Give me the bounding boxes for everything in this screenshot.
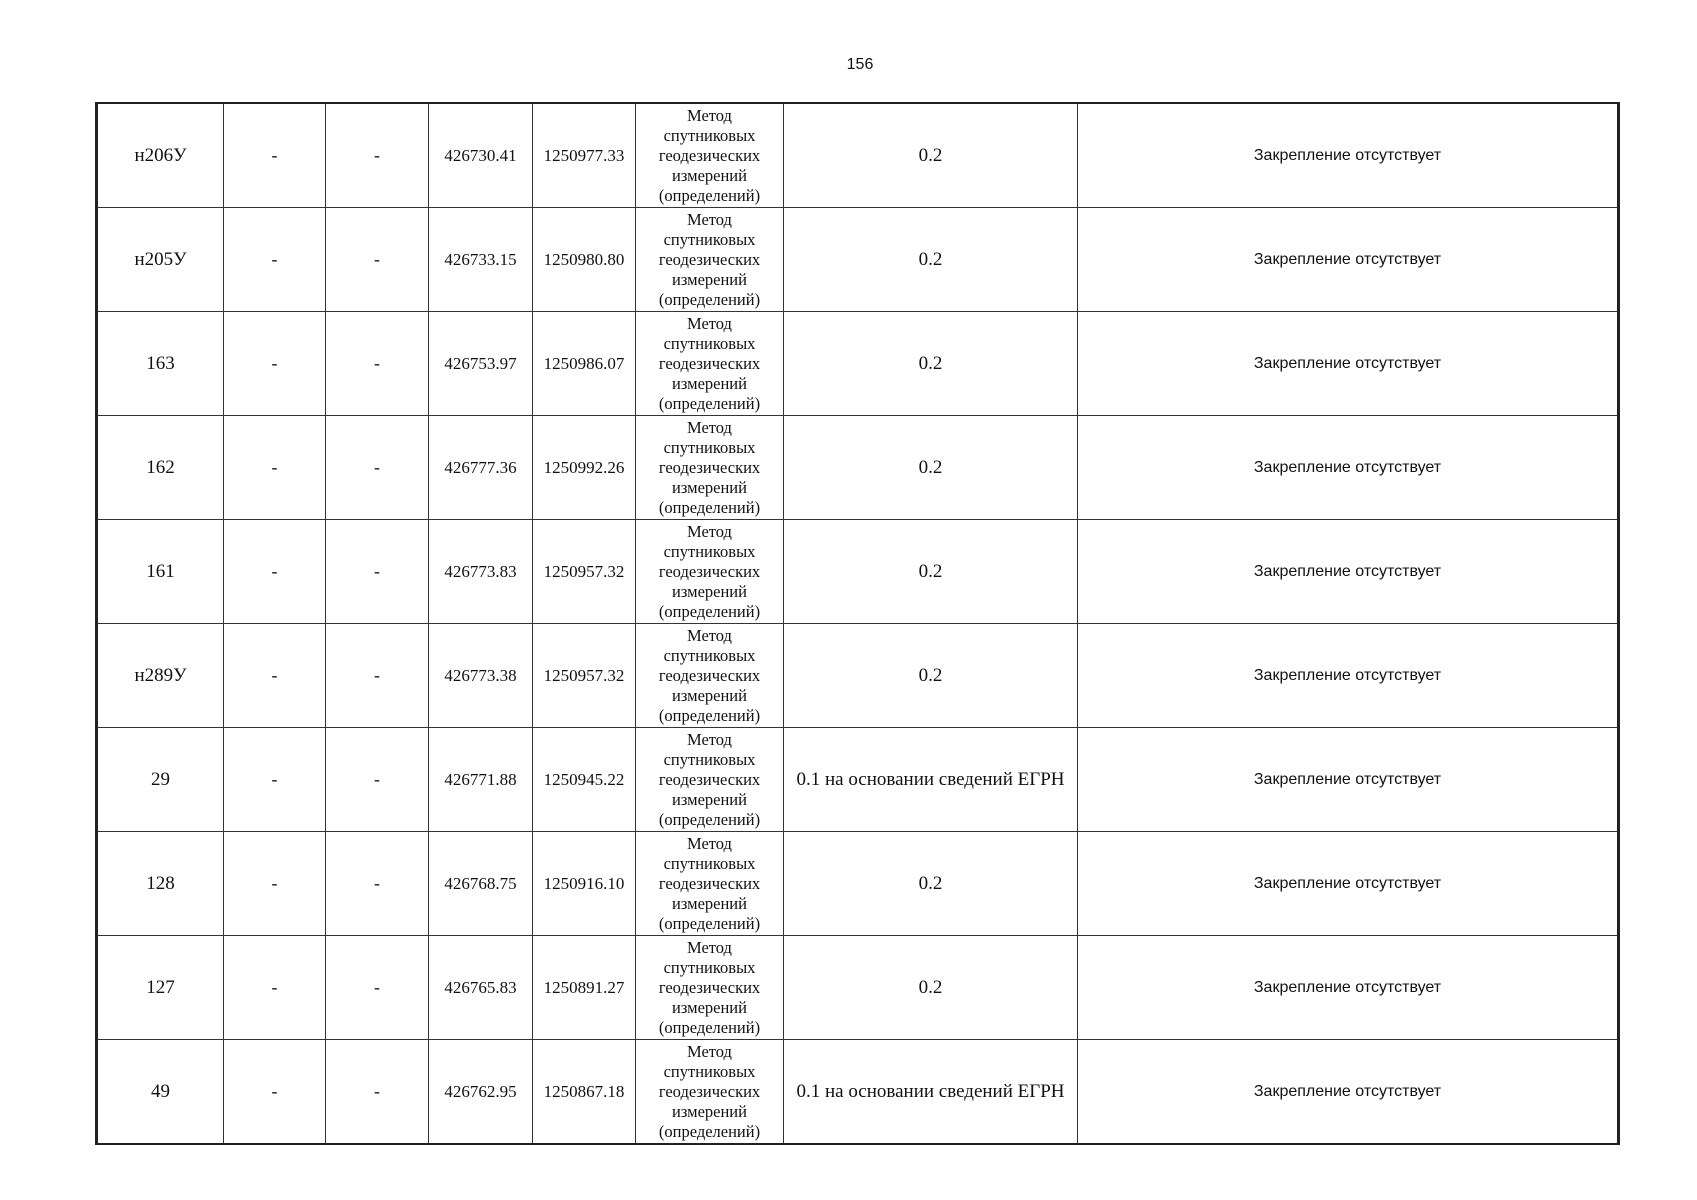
accuracy-cell: 0.2 xyxy=(784,312,1078,416)
method-cell xyxy=(636,312,784,416)
table-body xyxy=(97,103,1619,1144)
point-name-cell: 49 xyxy=(97,1040,224,1145)
method-line: спутниковых xyxy=(663,957,756,977)
y-coordinate-cell: 1250986.07 xyxy=(533,312,636,416)
fixation-cell: Закрепление отсутствует xyxy=(1078,936,1619,1040)
table-row xyxy=(97,832,1619,936)
method-line: спутниковых xyxy=(663,1061,756,1081)
dash-cell: - xyxy=(224,1040,326,1145)
table-row xyxy=(97,312,1619,416)
point-name-cell: н205У xyxy=(97,208,224,312)
method-line: спутниковых xyxy=(663,853,756,873)
dash-cell: - xyxy=(326,624,429,728)
dash-cell: - xyxy=(224,103,326,208)
method-cell xyxy=(636,520,784,624)
fixation-cell: Закрепление отсутствует xyxy=(1078,832,1619,936)
page-number: 156 xyxy=(846,56,874,73)
method-line: геодезических xyxy=(658,457,761,477)
table-row xyxy=(97,1040,1619,1145)
table-row xyxy=(97,103,1619,208)
x-coordinate-cell: 426762.95 xyxy=(429,1040,533,1145)
table-row xyxy=(97,728,1619,832)
fixation-cell: Закрепление отсутствует xyxy=(1078,208,1619,312)
point-name-cell: н289У xyxy=(97,624,224,728)
accuracy-cell: 0.2 xyxy=(784,208,1078,312)
method-line: Метод xyxy=(687,625,732,645)
dash-cell: - xyxy=(326,103,429,208)
method-line: (определений) xyxy=(658,393,761,413)
method-line: (определений) xyxy=(658,1121,761,1141)
boundary-points-table xyxy=(95,102,1620,1145)
fixation-cell: Закрепление отсутствует xyxy=(1078,416,1619,520)
dash-cell: - xyxy=(326,520,429,624)
method-cell xyxy=(636,832,784,936)
point-name-cell: 128 xyxy=(97,832,224,936)
method-line: геодезических xyxy=(658,249,761,269)
table-row xyxy=(97,936,1619,1040)
x-coordinate-cell: 426773.83 xyxy=(429,520,533,624)
dash-cell: - xyxy=(326,728,429,832)
x-coordinate-cell: 426730.41 xyxy=(429,103,533,208)
accuracy-cell: 0.2 xyxy=(784,520,1078,624)
dash-cell: - xyxy=(224,520,326,624)
method-line: измерений xyxy=(672,685,747,705)
method-line: измерений xyxy=(672,581,747,601)
method-line: измерений xyxy=(672,477,747,497)
method-line: спутниковых xyxy=(663,645,756,665)
x-coordinate-cell: 426773.38 xyxy=(429,624,533,728)
method-line: (определений) xyxy=(658,913,761,933)
dash-cell: - xyxy=(326,936,429,1040)
method-line: (определений) xyxy=(658,289,761,309)
method-line: (определений) xyxy=(658,705,761,725)
method-line: измерений xyxy=(672,269,747,289)
accuracy-cell: 0.2 xyxy=(784,832,1078,936)
method-cell xyxy=(636,624,784,728)
x-coordinate-cell: 426733.15 xyxy=(429,208,533,312)
dash-cell: - xyxy=(224,312,326,416)
method-line: измерений xyxy=(672,373,747,393)
method-line: геодезических xyxy=(658,769,761,789)
fixation-cell: Закрепление отсутствует xyxy=(1078,520,1619,624)
method-line: спутниковых xyxy=(663,333,756,353)
method-cell xyxy=(636,208,784,312)
dash-cell: - xyxy=(326,208,429,312)
y-coordinate-cell: 1250957.32 xyxy=(533,520,636,624)
y-coordinate-cell: 1250980.80 xyxy=(533,208,636,312)
method-line: Метод xyxy=(687,209,732,229)
method-cell xyxy=(636,728,784,832)
method-line: измерений xyxy=(672,893,747,913)
dash-cell: - xyxy=(326,832,429,936)
dash-cell: - xyxy=(224,416,326,520)
y-coordinate-cell: 1250891.27 xyxy=(533,936,636,1040)
accuracy-cell: 0.1 на основании сведений ЕГРН xyxy=(784,728,1078,832)
method-line: (определений) xyxy=(658,185,761,205)
method-line: геодезических xyxy=(658,665,761,685)
dash-cell: - xyxy=(326,1040,429,1145)
point-name-cell: 161 xyxy=(97,520,224,624)
method-line: геодезических xyxy=(658,561,761,581)
point-name-cell: 127 xyxy=(97,936,224,1040)
point-name-cell: 162 xyxy=(97,416,224,520)
method-cell xyxy=(636,1040,784,1145)
method-line: геодезических xyxy=(658,353,761,373)
method-line: Метод xyxy=(687,417,732,437)
fixation-cell: Закрепление отсутствует xyxy=(1078,103,1619,208)
method-line: Метод xyxy=(687,521,732,541)
point-name-cell: 163 xyxy=(97,312,224,416)
method-line: измерений xyxy=(672,789,747,809)
y-coordinate-cell: 1250867.18 xyxy=(533,1040,636,1145)
y-coordinate-cell: 1250992.26 xyxy=(533,416,636,520)
method-line: (определений) xyxy=(658,497,761,517)
method-line: (определений) xyxy=(658,1017,761,1037)
table-row xyxy=(97,208,1619,312)
method-line: спутниковых xyxy=(663,125,756,145)
method-line: Метод xyxy=(687,833,732,853)
dash-cell: - xyxy=(224,728,326,832)
method-line: (определений) xyxy=(658,601,761,621)
accuracy-cell: 0.1 на основании сведений ЕГРН xyxy=(784,1040,1078,1145)
y-coordinate-cell: 1250916.10 xyxy=(533,832,636,936)
method-line: спутниковых xyxy=(663,437,756,457)
method-line: измерений xyxy=(672,165,747,185)
x-coordinate-cell: 426765.83 xyxy=(429,936,533,1040)
table-row xyxy=(97,624,1619,728)
method-line: измерений xyxy=(672,1101,747,1121)
y-coordinate-cell: 1250957.32 xyxy=(533,624,636,728)
method-line: Метод xyxy=(687,1041,732,1061)
method-line: геодезических xyxy=(658,1081,761,1101)
method-line: геодезических xyxy=(658,145,761,165)
accuracy-cell: 0.2 xyxy=(784,103,1078,208)
point-name-cell: 29 xyxy=(97,728,224,832)
method-line: Метод xyxy=(687,313,732,333)
dash-cell: - xyxy=(326,312,429,416)
fixation-cell: Закрепление отсутствует xyxy=(1078,1040,1619,1145)
dash-cell: - xyxy=(224,832,326,936)
x-coordinate-cell: 426777.36 xyxy=(429,416,533,520)
method-line: Метод xyxy=(687,729,732,749)
method-line: (определений) xyxy=(658,809,761,829)
x-coordinate-cell: 426771.88 xyxy=(429,728,533,832)
table-row xyxy=(97,520,1619,624)
dash-cell: - xyxy=(224,936,326,1040)
x-coordinate-cell: 426768.75 xyxy=(429,832,533,936)
dash-cell: - xyxy=(224,624,326,728)
accuracy-cell: 0.2 xyxy=(784,416,1078,520)
method-cell xyxy=(636,103,784,208)
method-line: спутниковых xyxy=(663,541,756,561)
method-line: Метод xyxy=(687,105,732,125)
dash-cell: - xyxy=(326,416,429,520)
method-cell xyxy=(636,416,784,520)
dash-cell: - xyxy=(224,208,326,312)
accuracy-cell: 0.2 xyxy=(784,624,1078,728)
table-row xyxy=(97,416,1619,520)
fixation-cell: Закрепление отсутствует xyxy=(1078,624,1619,728)
y-coordinate-cell: 1250977.33 xyxy=(533,103,636,208)
method-line: Метод xyxy=(687,937,732,957)
method-line: геодезических xyxy=(658,873,761,893)
fixation-cell: Закрепление отсутствует xyxy=(1078,312,1619,416)
accuracy-cell: 0.2 xyxy=(784,936,1078,1040)
method-line: геодезических xyxy=(658,977,761,997)
method-line: спутниковых xyxy=(663,229,756,249)
fixation-cell: Закрепление отсутствует xyxy=(1078,728,1619,832)
point-name-cell: н206У xyxy=(97,103,224,208)
x-coordinate-cell: 426753.97 xyxy=(429,312,533,416)
y-coordinate-cell: 1250945.22 xyxy=(533,728,636,832)
method-cell xyxy=(636,936,784,1040)
method-line: спутниковых xyxy=(663,749,756,769)
method-line: измерений xyxy=(672,997,747,1017)
